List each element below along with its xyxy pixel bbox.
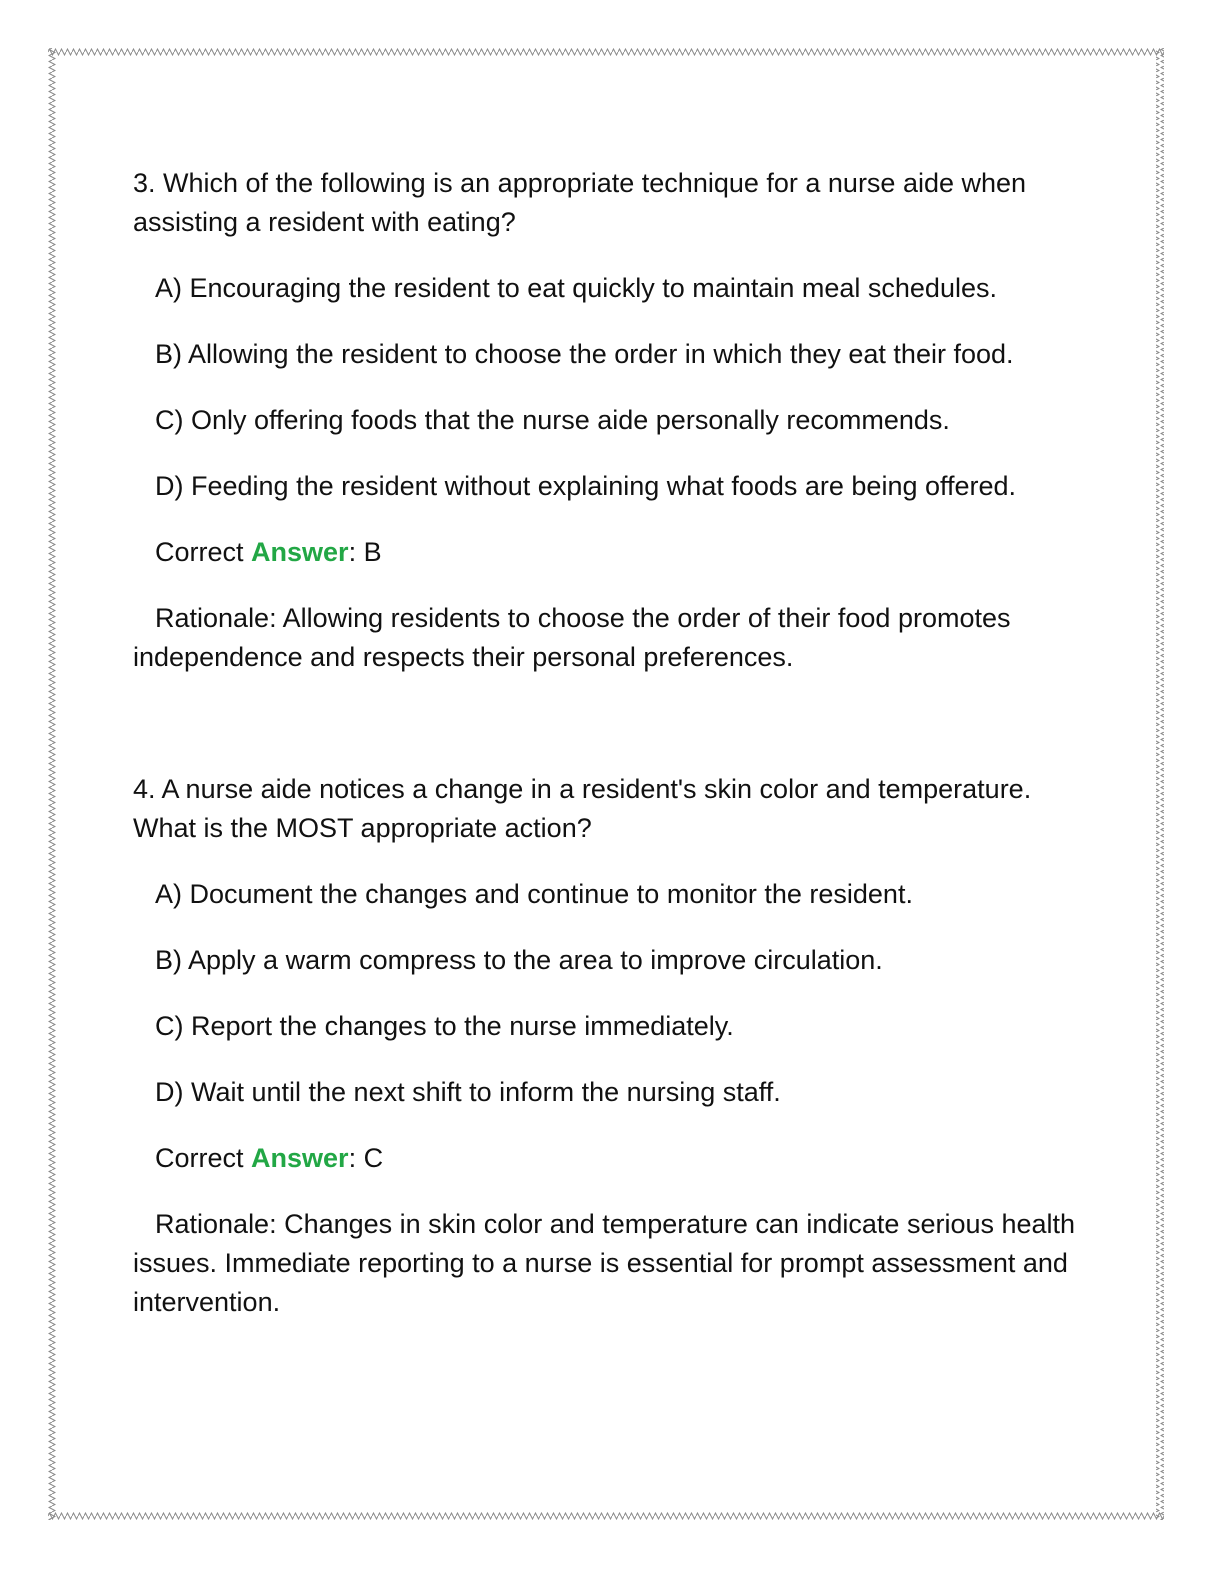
answer-highlight: Answer	[251, 1143, 349, 1173]
answer-option: B) Apply a warm compress to the area to improve circulation.	[155, 945, 883, 975]
rationale: Rationale: Allowing residents to choose the order of their food promotes independence and respects their personal preferences.	[133, 603, 1011, 672]
question-text: 3. Which of the following is an appropriate technique for a nurse aide when assisting a resident with eating?	[133, 168, 1027, 237]
question-block	[133, 164, 1093, 677]
spacer	[133, 704, 1093, 770]
document-content	[133, 164, 1093, 1349]
answer-option: A) Document the changes and continue to monitor the resident.	[155, 879, 913, 909]
answer-option: D) Feeding the resident without explaining what foods are being offered.	[155, 471, 1017, 501]
answer-option: D) Wait until the next shift to inform the nursing staff.	[155, 1077, 781, 1107]
correct-answer-prefix: Correct	[155, 537, 252, 567]
answer-option: C) Report the changes to the nurse immediately.	[155, 1011, 734, 1041]
answer-highlight: Answer	[251, 537, 349, 567]
correct-answer-line	[133, 1139, 1093, 1178]
rationale: Rationale: Changes in skin color and temperature can indicate serious health issues. Immediate reporting to a nurse is essential for prompt assessment and intervention.	[133, 1209, 1076, 1317]
question-block	[133, 770, 1093, 1322]
answer-option: C) Only offering foods that the nurse aide personally recommends.	[155, 405, 950, 435]
correct-answer-value: : B	[348, 537, 382, 567]
question-text: 4. A nurse aide notices a change in a resident's skin color and temperature. What is the MOST appropriate action?	[133, 774, 1032, 843]
correct-answer-value: : C	[348, 1143, 384, 1173]
answer-option: B) Allowing the resident to choose the order in which they eat their food.	[155, 339, 1014, 369]
correct-answer-line	[133, 533, 1093, 572]
correct-answer-prefix: Correct	[155, 1143, 252, 1173]
answer-option: A) Encouraging the resident to eat quickly to maintain meal schedules.	[155, 273, 997, 303]
